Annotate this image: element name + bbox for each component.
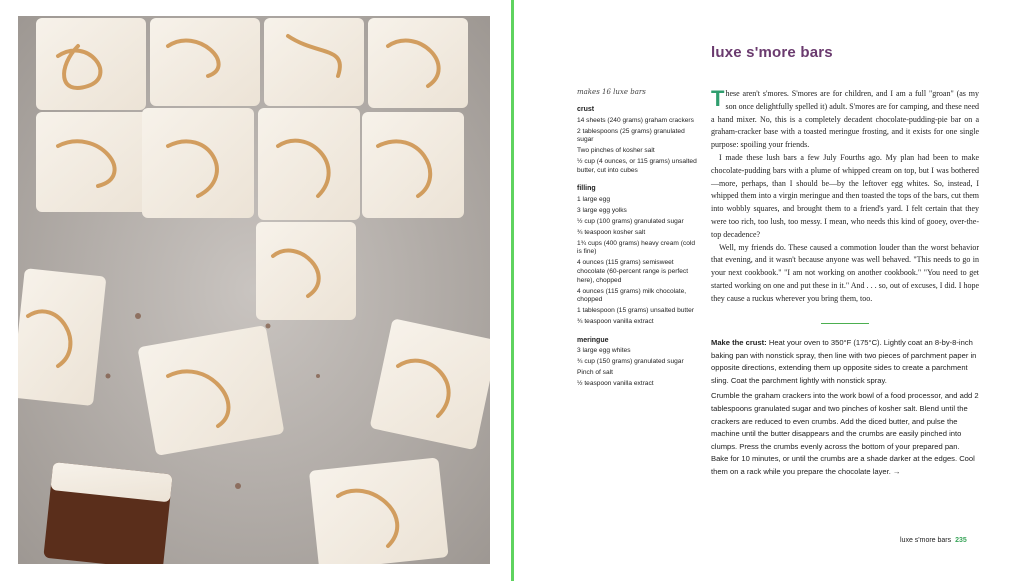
photo-illustration	[18, 16, 490, 564]
method-steps	[711, 337, 979, 482]
ingredient-item: 2 tablespoons (25 grams) granulated sugar	[577, 127, 685, 144]
ingredient-heading-crust: crust	[577, 106, 595, 113]
smore-bars-photo	[18, 16, 490, 564]
recipe-yield: makes 16 luxe bars	[577, 88, 646, 96]
ingredient-item: ¾ cup (150 grams) granulated sugar	[577, 358, 684, 366]
headnote-paragraph: I made these lush bars a few July Fourths ago. My plan had been to make chocolate-pudding bars with a plume of whipped cream on top, but I was bothered—more, perhaps, than I should be—by the leftover egg whites. So, instead, I whipped them into a virgin meringue and then toasted the tops of the bars, cut them into wobbly squares, and brought them to a friend's yard. I felt certain that they were too rich, too lush, too messy. I mean, who needs this kind of gooey, over-the-top decadence?	[711, 152, 979, 239]
ingredients-list	[577, 106, 697, 391]
ingredient-item: 1 large egg	[577, 195, 610, 203]
method-step	[711, 337, 979, 387]
drop-cap: T	[711, 86, 725, 111]
ingredient-heading-meringue: meringue	[577, 336, 609, 344]
headnote-paragraph	[711, 88, 979, 152]
ingredient-item: ½ cup (100 grams) granulated sugar	[577, 217, 684, 225]
page-footer	[900, 537, 967, 544]
ingredient-item: ¾ teaspoon kosher salt	[577, 228, 646, 236]
ingredient-item: 4 ounces (115 grams) semisweet chocolate (60-percent range is perfect here), chopped	[577, 259, 689, 284]
method-step-text: Heat your oven to 350°F (175°C). Lightly coat an 8-by-8-inch baking pan with nonstick spray, then line with two pieces of parchment paper in opposite directions, extending them up opposite sides to create a parchment sling. Coat the parchment lightly with nonstick spray.	[711, 338, 977, 385]
ingredient-heading-filling: filling	[577, 185, 596, 193]
section-divider	[821, 323, 869, 324]
headnote-paragraph: Well, my friends do. These caused a commotion louder than the worst behavior that evening, and it wasn't because anyone was well behaved. "This needs to go in your next cookbook." "I am not working on another cookbook." "You need to get started working on one and put these in it." And . . . so, out of excuses, I did. I hope they cause a ruckus wherever you bring them, too.	[711, 242, 979, 303]
right-page	[514, 0, 1024, 581]
recipe-headnote	[711, 88, 979, 306]
headnote-paragraph-text: hese aren't s'mores. S'mores are for children, and I am a full "groan" (as my son once delightfully spelled it) adult. S'mores are for camping, and these need a hand mixer. No, this is a completely decadent chocolate-pudding-pie bar on a graham-cracker base with a toasted meringue frosting, and it exists for one single purpose: spoiling your friends.	[711, 89, 979, 150]
ingredient-item: Pinch of salt	[577, 369, 613, 377]
page-number: 235	[955, 537, 967, 544]
ingredient-item: ½ cup (4 ounces, or 115 grams) unsalted butter, cut into cubes	[577, 158, 697, 174]
ingredient-item: ¾ teaspoon vanilla extract	[577, 318, 654, 326]
ingredient-item: 3 large egg whites	[577, 347, 631, 355]
ingredient-item: 14 sheets (240 grams) graham crackers	[577, 116, 694, 124]
recipe-title: luxe s'more bars	[711, 44, 833, 61]
ingredient-item: 3 large egg yolks	[577, 206, 627, 214]
ingredient-item: 1 tablespoon (15 grams) unsalted butter	[577, 307, 694, 315]
ingredient-item: 1¾ cups (400 grams) heavy cream (cold is fine)	[577, 239, 696, 256]
ingredient-item: ½ teaspoon vanilla extract	[577, 380, 654, 388]
ingredient-item: Two pinches of kosher salt	[577, 147, 655, 155]
method-step: Crumble the graham crackers into the work bowl of a food processor, and add 2 tablespoons granulated sugar and two pinches of kosher salt. Blend until the crackers are reduced to even crumbs. Add the diced butter, and pulse the machine until the butter disappears and the crumbs are easily pinched into clumps. Press the crumbs evenly across the bottom of your prepared pan. Bake for 10 minutes, or until the crumbs are a shade darker at the edges. Cool them on a rack while you prepare the chocolate layer. →	[711, 391, 979, 476]
method-step-label: Make the crust:	[711, 338, 767, 347]
ingredient-item: 4 ounces (115 grams) milk chocolate, chopped	[577, 287, 687, 304]
running-title: luxe s'more bars	[900, 537, 952, 544]
